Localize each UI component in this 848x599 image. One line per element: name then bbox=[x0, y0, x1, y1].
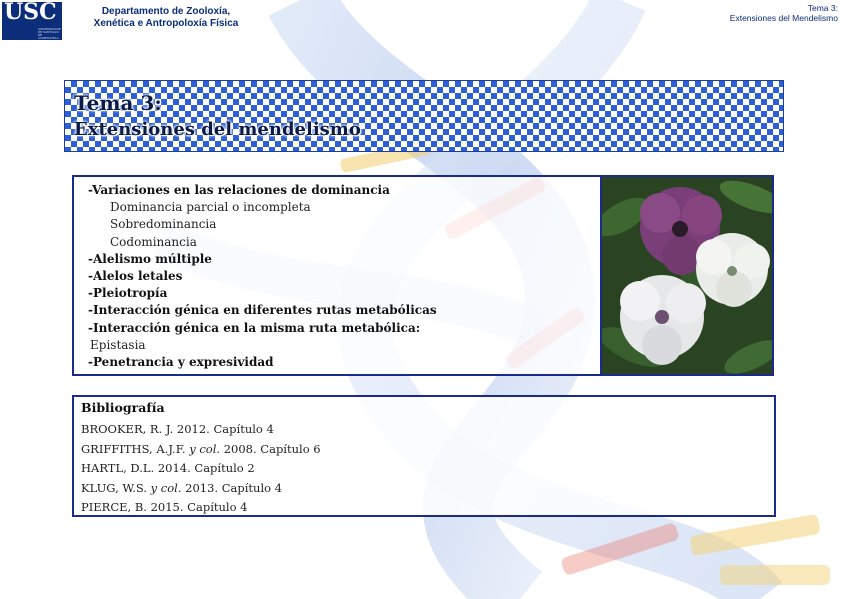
bibliography-heading: Bibliografía bbox=[81, 400, 165, 415]
bibliography-entry-pre: BROOKER, R. J. 2012. Capítulo 4 bbox=[81, 422, 274, 436]
slide-title-line-1: Tema 3: bbox=[74, 91, 162, 115]
topic-item: -Variaciones en las relaciones de dominancia bbox=[88, 183, 390, 197]
topic-item: -Interacción génica en la misma ruta metabólica: bbox=[88, 320, 421, 335]
logo-subtext: UNIVERSIDADE DE SANTIAGO DE COMPOSTELA bbox=[38, 27, 61, 40]
topic-item: Codominancia bbox=[110, 234, 197, 249]
bibliography-entry-pre: KLUG, W.S. bbox=[81, 480, 151, 495]
topic-item: Dominancia parcial o incompleta bbox=[110, 200, 311, 215]
bibliography-entry-post: . 2013. Capítulo 4 bbox=[177, 480, 283, 495]
bibliography-entry bbox=[81, 498, 321, 518]
topic-line-1: Tema 3: bbox=[807, 3, 838, 13]
department-line-2: Xenética e Antropoloxía Física bbox=[93, 18, 239, 29]
bibliography-list bbox=[81, 420, 321, 518]
department-name bbox=[66, 6, 266, 30]
topics-box bbox=[72, 175, 774, 376]
bibliography-entry bbox=[81, 440, 321, 460]
topic-item: Sobredominancia bbox=[110, 217, 217, 232]
topic-item: -Pleiotropía bbox=[88, 286, 168, 301]
topic-item: -Penetrancia y expresividad bbox=[88, 355, 274, 370]
topics-list bbox=[88, 182, 608, 371]
logo-text: USC bbox=[4, 0, 57, 25]
bibliography-entry bbox=[81, 459, 321, 479]
topic-item: Epistasia bbox=[90, 337, 146, 352]
bibliography-entry-em: y col bbox=[150, 480, 178, 495]
topic-line-2: Extensiones del Mendelismo bbox=[729, 13, 838, 23]
topic-item: -Interacción génica en diferentes rutas metabólicas bbox=[88, 303, 437, 318]
slide-title-line-2: Extensiones del mendelismo bbox=[74, 119, 361, 140]
bibliography-box bbox=[72, 395, 776, 517]
title-banner bbox=[64, 80, 784, 152]
bibliography-entry-post: . 2008. Capítulo 6 bbox=[216, 441, 321, 456]
bibliography-entry-pre: HARTL, D.L. 2014. Capítulo 2 bbox=[81, 461, 255, 475]
bibliography-entry-pre: GRIFFITHS, A.J.F. bbox=[81, 441, 190, 456]
flowers-image bbox=[602, 177, 772, 374]
topic-header bbox=[588, 3, 838, 23]
topic-item: -Alelos letales bbox=[88, 269, 183, 284]
petunia-flowers-photo bbox=[600, 177, 772, 374]
bibliography-entry bbox=[81, 420, 321, 440]
bibliography-entry-em: y col bbox=[189, 441, 217, 456]
bibliography-entry bbox=[81, 479, 321, 499]
topic-item: -Alelismo múltiple bbox=[88, 251, 212, 266]
bibliography-entry-pre: PIERCE, B. 2015. Capítulo 4 bbox=[81, 500, 248, 514]
usc-logo bbox=[2, 2, 62, 40]
department-line-1: Departamento de Zooloxía, bbox=[101, 6, 231, 17]
